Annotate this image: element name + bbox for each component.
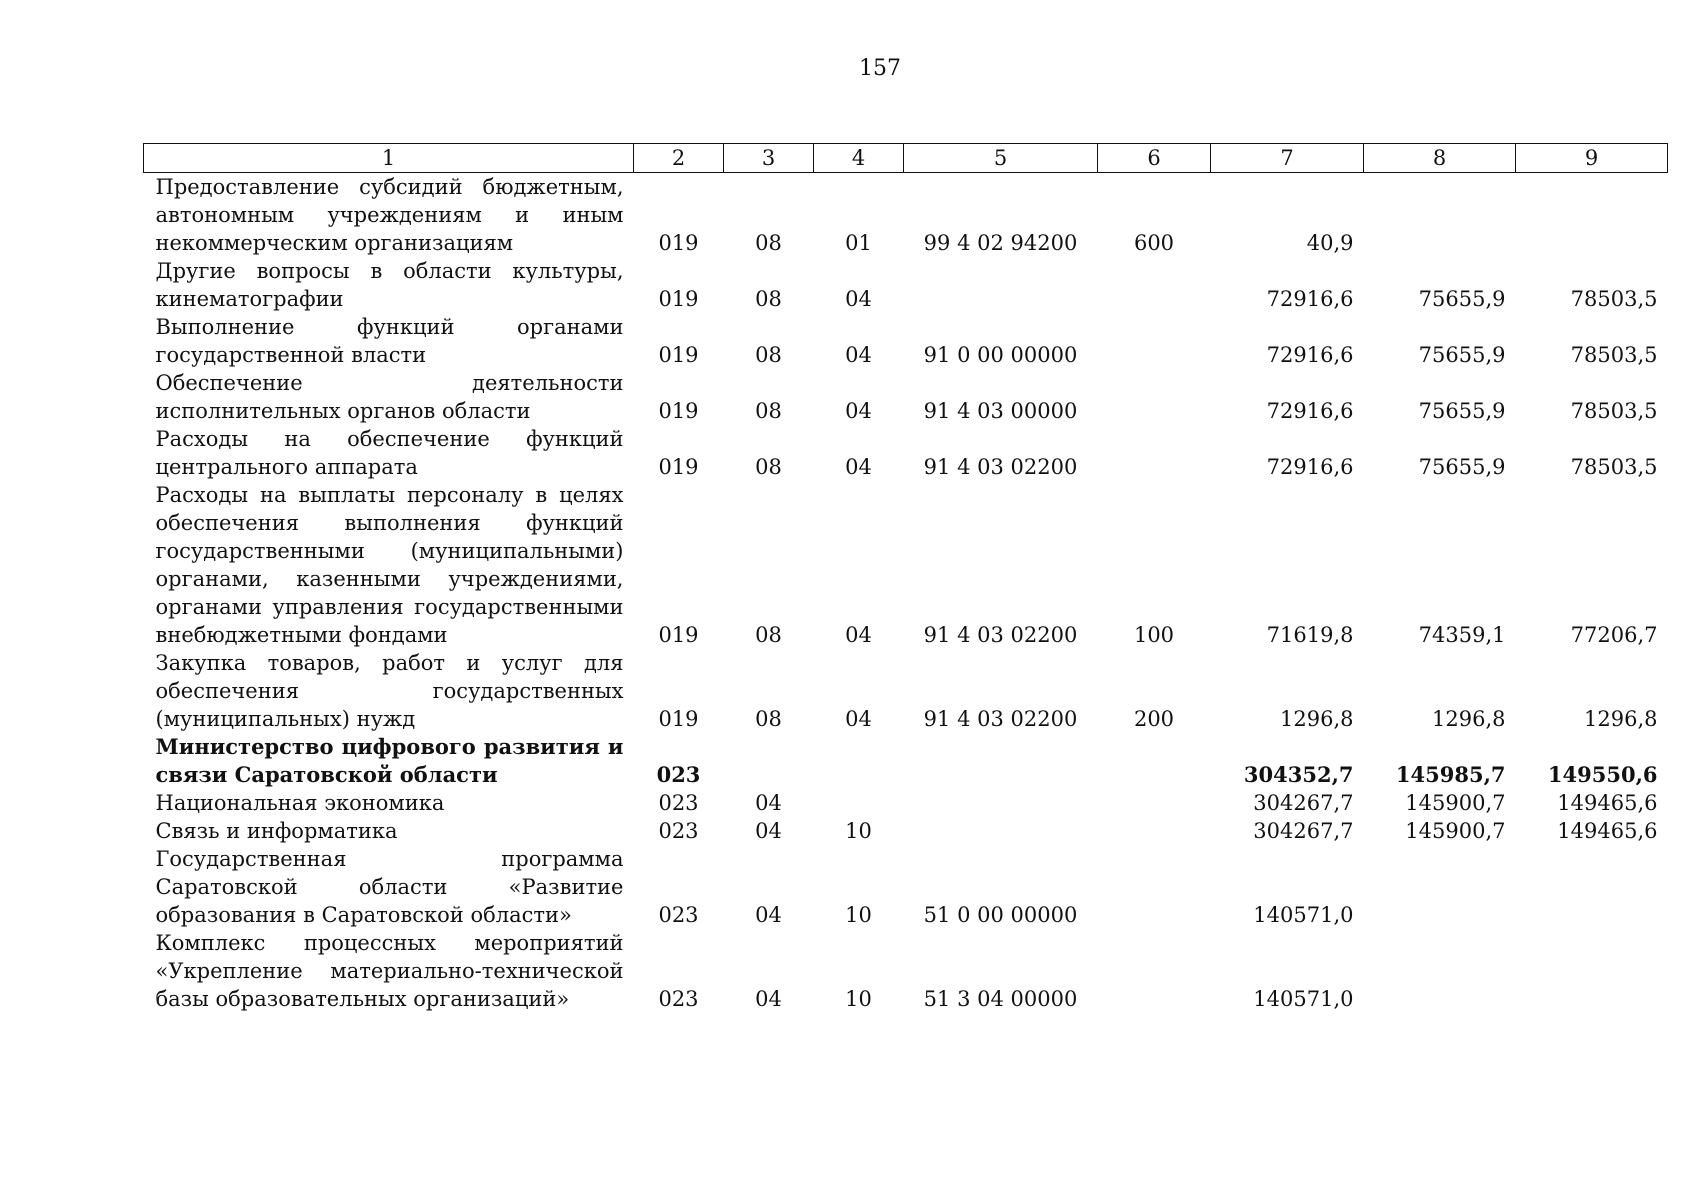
header-col-6: 6 [1098,144,1211,173]
table-row [144,845,1668,929]
row-name: Комплекс процессных мероприятий «Укрепление материально-технической базы образовательных организаций» [155,931,624,1011]
row-amount-1: 72916,6 [1266,399,1354,423]
table-row [144,481,1668,649]
row-subsection-code: 04 [845,623,872,647]
row-amount-1: 72916,6 [1266,343,1354,367]
row-ministry-code: 019 [658,707,699,731]
table-row [144,257,1668,313]
row-name: Выполнение функций органами государственной власти [155,315,624,367]
row-section-code: 04 [755,791,782,815]
table-row [144,369,1668,425]
row-section-code [724,733,814,789]
row-amount-2: 75655,9 [1418,287,1506,311]
row-expense-type: 100 [1133,623,1175,647]
row-expense-type: 200 [1133,707,1175,731]
row-name: Национальная экономика [155,791,445,815]
row-target-article [904,733,1098,789]
row-ministry-code: 019 [658,623,699,647]
row-amount-2 [1364,173,1516,258]
row-amount-1: 140571,0 [1253,903,1354,927]
row-section-code: 08 [755,231,782,255]
row-name: Связь и информатика [155,819,398,843]
row-ministry-code: 023 [658,791,699,815]
row-name: Обеспечение деятельности исполнительных органов области [155,371,624,423]
row-amount-1: 40,9 [1306,231,1354,255]
table-header [144,144,1668,173]
row-subsection-code: 04 [845,399,872,423]
row-amount-3: 78503,5 [1570,287,1658,311]
row-expense-type [1098,733,1211,789]
row-expense-type [1098,425,1211,481]
row-amount-2: 145900,7 [1405,791,1506,815]
row-amount-3: 78503,5 [1570,343,1658,367]
row-ministry-code: 019 [658,399,699,423]
row-amount-3 [1516,845,1668,929]
table-row [144,733,1668,789]
header-col-8: 8 [1364,144,1516,173]
row-target-article: 51 0 00 00000 [923,903,1078,927]
header-col-9: 9 [1516,144,1668,173]
row-amount-3: 149550,6 [1547,762,1658,787]
row-subsection-code [814,733,904,789]
row-amount-2: 75655,9 [1418,343,1506,367]
row-amount-1: 304267,7 [1253,791,1354,815]
row-section-code: 04 [755,903,782,927]
row-amount-3: 149465,6 [1557,819,1658,843]
row-amount-3 [1516,173,1668,258]
row-target-article [904,817,1098,845]
row-ministry-code: 019 [658,231,699,255]
row-amount-2: 1296,8 [1432,707,1506,731]
row-target-article: 91 4 03 02200 [923,455,1078,479]
row-expense-type: 600 [1133,231,1175,255]
row-amount-2 [1364,929,1516,1013]
row-expense-type [1098,369,1211,425]
row-subsection-code: 10 [845,987,872,1011]
table-row [144,649,1668,733]
row-amount-2: 74359,1 [1418,623,1506,647]
row-section-code: 08 [755,707,782,731]
row-target-article: 91 4 03 00000 [923,399,1078,423]
row-name: Другие вопросы в области культуры, кинематографии [155,259,624,311]
row-amount-2: 145900,7 [1405,819,1506,843]
row-name: Предоставление субсидий бюджетным, автономным учреждениям и иным некоммерческим организациям [155,175,624,255]
row-section-code: 08 [755,623,782,647]
row-target-article: 51 3 04 00000 [923,987,1078,1011]
row-amount-3: 77206,7 [1570,623,1658,647]
table-row [144,789,1668,817]
row-amount-1: 72916,6 [1266,287,1354,311]
table-row [144,929,1668,1013]
row-amount-1: 140571,0 [1253,987,1354,1011]
row-target-article: 99 4 02 94200 [923,231,1078,255]
row-section-code: 04 [755,987,782,1011]
row-amount-3 [1516,929,1668,1013]
row-expense-type [1098,929,1211,1013]
row-target-article [904,257,1098,313]
row-target-article: 91 0 00 00000 [923,343,1078,367]
row-amount-3: 78503,5 [1570,399,1658,423]
row-amount-2: 75655,9 [1418,455,1506,479]
header-col-3: 3 [724,144,814,173]
row-expense-type [1098,817,1211,845]
row-name: Государственная программа Саратовской области «Развитие образования в Саратовской области» [155,847,624,927]
row-expense-type [1098,257,1211,313]
row-subsection-code: 01 [845,231,872,255]
row-section-code: 08 [755,287,782,311]
row-ministry-code: 023 [658,903,699,927]
row-ministry-code: 023 [658,987,699,1011]
header-col-1: 1 [144,144,634,173]
row-target-article: 91 4 03 02200 [923,623,1078,647]
row-subsection-code: 04 [845,343,872,367]
row-expense-type [1098,789,1211,817]
header-row [144,144,1668,173]
row-subsection-code: 04 [845,707,872,731]
table-row [144,313,1668,369]
row-section-code: 08 [755,455,782,479]
row-name: Расходы на обеспечение функций центрального аппарата [155,427,624,479]
row-target-article: 91 4 03 02200 [923,707,1078,731]
table-row [144,425,1668,481]
row-subsection-code [814,789,904,817]
row-amount-3: 1296,8 [1584,707,1658,731]
row-target-article [904,789,1098,817]
row-amount-1: 304267,7 [1253,819,1354,843]
header-col-2: 2 [634,144,724,173]
table-row [144,173,1668,258]
row-ministry-code: 023 [656,762,701,787]
row-section-code: 04 [755,819,782,843]
row-amount-2: 75655,9 [1418,399,1506,423]
row-expense-type [1098,845,1211,929]
row-amount-1: 71619,8 [1266,623,1354,647]
row-subsection-code: 04 [845,287,872,311]
row-name: Расходы на выплаты персоналу в целях обеспечения выполнения функций государственными (муниципальными) органами, казенными учреждениями, органами управления государственными внебюджетными фондами [155,483,624,647]
row-amount-1: 72916,6 [1266,455,1354,479]
row-amount-2: 145985,7 [1395,762,1506,787]
row-name: Министерство цифрового развития и связи Саратовской области [155,734,624,787]
row-ministry-code: 019 [658,287,699,311]
row-section-code: 08 [755,399,782,423]
table-row [144,817,1668,845]
row-expense-type [1098,313,1211,369]
row-section-code: 08 [755,343,782,367]
budget-table [143,143,1668,1013]
row-amount-1: 1296,8 [1280,707,1354,731]
row-subsection-code: 04 [845,455,872,479]
row-ministry-code: 023 [658,819,699,843]
header-col-4: 4 [814,144,904,173]
row-subsection-code: 10 [845,819,872,843]
row-ministry-code: 019 [658,343,699,367]
header-col-5: 5 [904,144,1098,173]
header-col-7: 7 [1211,144,1364,173]
row-amount-1: 304352,7 [1243,762,1354,787]
table-body [144,173,1668,1014]
row-ministry-code: 019 [658,455,699,479]
row-amount-3: 149465,6 [1557,791,1658,815]
row-amount-3: 78503,5 [1570,455,1658,479]
row-subsection-code: 10 [845,903,872,927]
row-amount-2 [1364,845,1516,929]
row-name: Закупка товаров, работ и услуг для обеспечения государственных (муниципальных) нужд [155,651,624,731]
page-number: 157 [859,56,901,81]
